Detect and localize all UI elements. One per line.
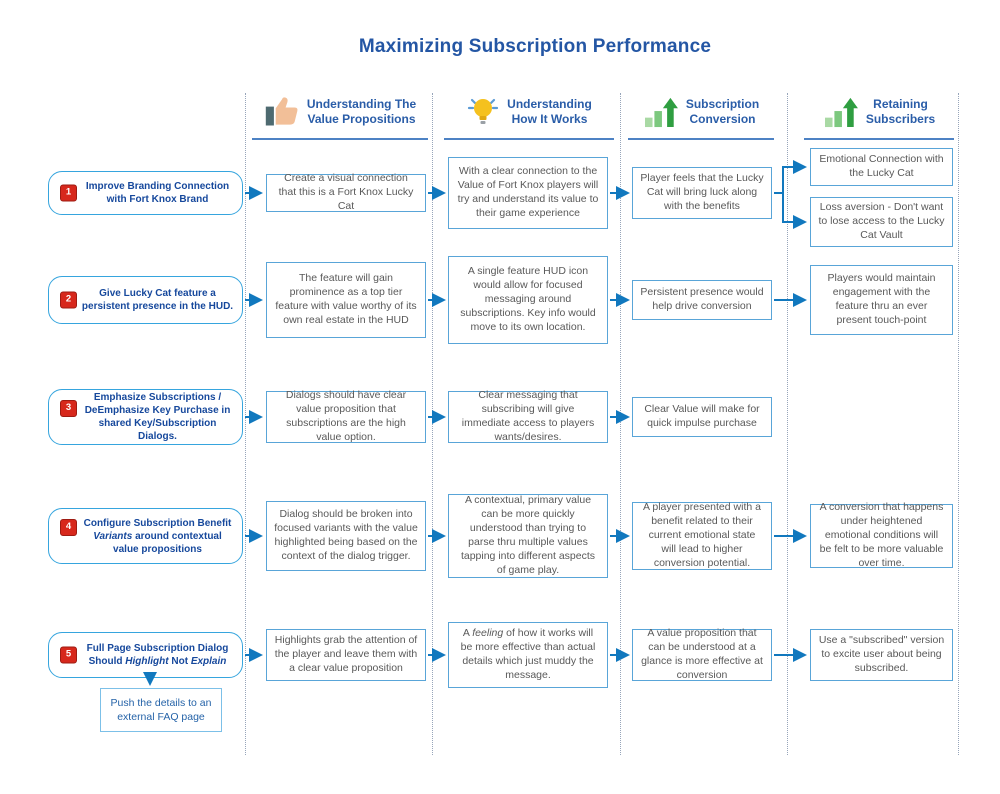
thumbs-up-icon xyxy=(264,95,300,129)
column-header-retaining-subscribers xyxy=(804,92,954,140)
row-4-how-it-works-box: A contextual, primary value can be more quickly understood than trying to parse thru multiple values tapping into different aspects of game play. xyxy=(448,494,608,578)
row-1-topic-label: Improve Branding Connection with Fort Knox Brand xyxy=(85,181,230,205)
row-3-topic-box xyxy=(48,389,243,445)
lightbulb-icon xyxy=(466,95,500,129)
row-1-conversion-box: Player feels that the Lucky Cat will bring luck along with the benefits xyxy=(632,167,772,219)
row-2-value-props-box: The feature will gain prominence as a top tier feature with value worthy of its own real estate in the HUD xyxy=(266,262,426,338)
row-4-value-props-box: Dialog should be broken into focused variants with the value highlighted being based on the context of the dialog trigger. xyxy=(266,501,426,571)
row-4-topic-label: Configure Subscription Benefit Variants around contextual value propositions xyxy=(83,517,232,555)
row-1-value-props-box: Create a visual connection that this is a Fort Knox Lucky Cat xyxy=(266,174,426,212)
column-header-label: Retaining Subscribers xyxy=(865,97,936,126)
column-header-subscription-conversion xyxy=(628,92,774,140)
row-5-value-props-box: Highlights grab the attention of the player and leave them with a clear value proposition xyxy=(266,629,426,681)
column-header-label: Understanding How It Works xyxy=(507,97,592,126)
column-header-label: Understanding The Value Propositions xyxy=(306,97,417,126)
row-3-value-props-box: Dialogs should have clear value proposition that subscriptions are the high value option. xyxy=(266,391,426,443)
row-5-topic-label: Full Page Subscription Dialog Should Highlight Not Explain xyxy=(86,643,229,667)
row-4-topic-box xyxy=(48,508,243,564)
row-5-conversion-box: A value proposition that can be understood at a glance is more effective at conversion xyxy=(632,629,772,681)
bar-growth-icon xyxy=(643,96,679,128)
row-1-retention-box-2: Loss aversion - Don't want to lose access to the Lucky Cat Vault xyxy=(810,197,953,247)
column-header-label: Subscription Conversion xyxy=(685,97,760,126)
row-4-conversion-box: A player presented with a benefit related to their current emotional state will lead to higher conversion potential. xyxy=(632,502,772,570)
row-3-how-it-works-box: Clear messaging that subscribing will give immediate access to players wants/desires. xyxy=(448,391,608,443)
row-4-retention-box: A conversion that happens under heightened emotional conditions will be felt to be more valuable over time. xyxy=(810,504,953,568)
row-1-topic-box xyxy=(48,171,243,215)
column-separator xyxy=(432,93,433,755)
faq-note-box: Push the details to an external FAQ page xyxy=(100,688,222,732)
row-5-retention-box: Use a "subscribed" version to excite user about being subscribed. xyxy=(810,629,953,681)
row-1-how-it-works-box: With a clear connection to the Value of Fort Knox players will try and understand its value to their game experience xyxy=(448,157,608,229)
column-separator xyxy=(245,93,246,755)
row-number-badge: 3 xyxy=(60,400,77,417)
row-3-conversion-box: Clear Value will make for quick impulse purchase xyxy=(632,397,772,437)
page-title: Maximizing Subscription Performance xyxy=(358,36,712,57)
row-2-topic-box xyxy=(48,276,243,324)
row-2-conversion-box: Persistent presence would help drive conversion xyxy=(632,280,772,320)
row-5-topic-box xyxy=(48,632,243,678)
bar-growth-icon xyxy=(823,96,859,128)
row-1-retention-box-1: Emotional Connection with the Lucky Cat xyxy=(810,148,953,186)
column-separator xyxy=(958,93,959,755)
row-2-retention-box: Players would maintain engagement with the feature thru an ever present touch-point xyxy=(810,265,953,335)
row-2-how-it-works-box: A single feature HUD icon would allow for focused messaging around subscriptions. Key info would move to its own location. xyxy=(448,256,608,344)
row-number-badge: 5 xyxy=(60,647,77,664)
column-header-how-it-works xyxy=(444,92,614,140)
row-2-topic-label: Give Lucky Cat feature a persistent presence in the HUD. xyxy=(81,288,234,312)
column-separator xyxy=(787,93,788,755)
row-3-topic-label: Emphasize Subscriptions / DeEmphasize Key Purchase in shared Key/Subscription Dialogs. xyxy=(84,392,231,442)
row-number-badge: 4 xyxy=(60,519,77,536)
column-header-value-propositions xyxy=(252,92,428,140)
column-separator xyxy=(620,93,621,755)
row-number-badge: 2 xyxy=(60,292,77,309)
row-5-how-it-works-box: A feeling of how it works will be more effective than actual details which just muddy the message. xyxy=(448,622,608,688)
row-number-badge: 1 xyxy=(60,185,77,202)
